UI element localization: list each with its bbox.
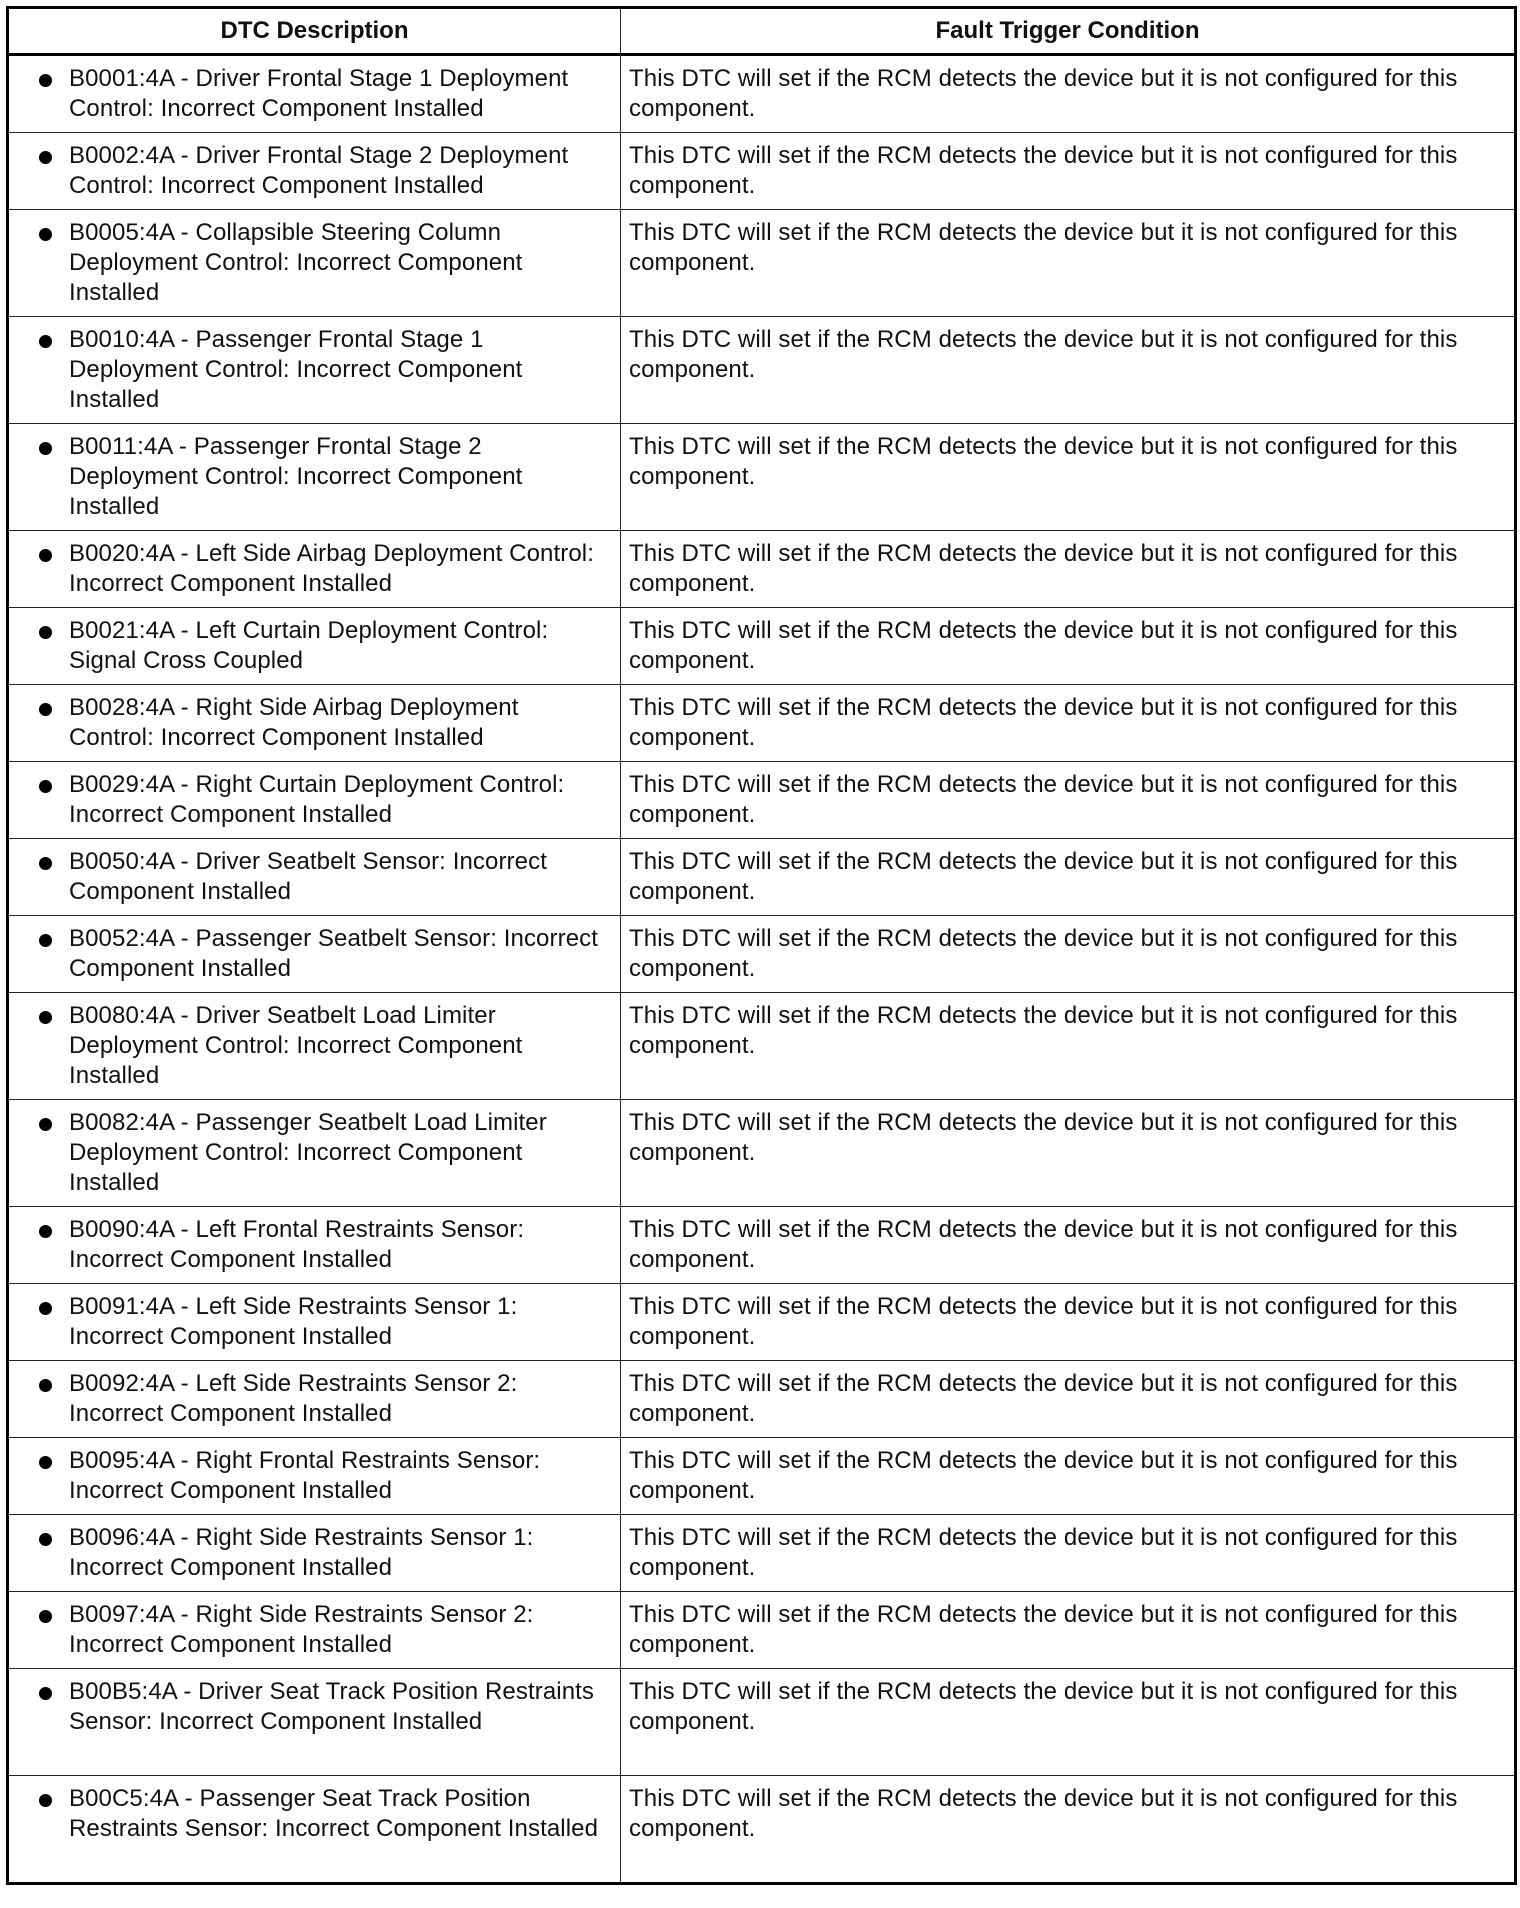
table-row [8, 839, 1516, 916]
bullet-icon [39, 1379, 52, 1392]
table-row [8, 1100, 1516, 1207]
dtc-description-cell [8, 531, 621, 608]
fault-trigger-condition-cell [621, 1592, 1516, 1669]
dtc-description-text: B0011:4A - Passenger Frontal Stage 2 Deployment Control: Incorrect Component Installed [69, 433, 523, 520]
header-dtc-description: DTC Description [8, 8, 621, 55]
bullet-icon [39, 1302, 52, 1315]
table-row [8, 1592, 1516, 1669]
bullet-icon [39, 1225, 52, 1238]
fault-trigger-condition-text: This DTC will set if the RCM detects the device but it is not configured for this component. [629, 1524, 1458, 1581]
bullet-icon [39, 1794, 52, 1807]
table-row [8, 317, 1516, 424]
dtc-description-cell [8, 1284, 621, 1361]
dtc-description-text: B0090:4A - Left Frontal Restraints Sensor: Incorrect Component Installed [69, 1216, 525, 1273]
dtc-description-text: B0092:4A - Left Side Restraints Sensor 2: Incorrect Component Installed [69, 1370, 518, 1427]
dtc-description-cell [8, 1438, 621, 1515]
fault-trigger-condition-cell [621, 1361, 1516, 1438]
bullet-icon [39, 74, 52, 87]
fault-trigger-condition-cell [621, 1776, 1516, 1884]
header-fault-trigger-condition: Fault Trigger Condition [621, 8, 1516, 55]
fault-trigger-condition-text: This DTC will set if the RCM detects the device but it is not configured for this component. [629, 433, 1458, 490]
bullet-icon [39, 857, 52, 870]
header-row [8, 8, 1516, 55]
dtc-description-text: B0091:4A - Left Side Restraints Sensor 1: Incorrect Component Installed [69, 1293, 518, 1350]
fault-trigger-condition-text: This DTC will set if the RCM detects the device but it is not configured for this component. [629, 617, 1458, 674]
table-row [8, 1207, 1516, 1284]
dtc-description-cell [8, 133, 621, 210]
bullet-icon [39, 703, 52, 716]
dtc-description-text: B0028:4A - Right Side Airbag Deployment Control: Incorrect Component Installed [69, 694, 519, 751]
table-row [8, 424, 1516, 531]
table-row [8, 1361, 1516, 1438]
fault-trigger-condition-text: This DTC will set if the RCM detects the device but it is not configured for this component. [629, 540, 1458, 597]
dtc-description-text: B0010:4A - Passenger Frontal Stage 1 Deployment Control: Incorrect Component Installed [69, 326, 523, 413]
table-row [8, 133, 1516, 210]
fault-trigger-condition-cell [621, 1438, 1516, 1515]
fault-trigger-condition-cell [621, 133, 1516, 210]
dtc-description-cell [8, 1669, 621, 1776]
table-row [8, 1669, 1516, 1776]
fault-trigger-condition-text: This DTC will set if the RCM detects the device but it is not configured for this component. [629, 1785, 1458, 1842]
bullet-icon [39, 1610, 52, 1623]
fault-trigger-condition-cell [621, 531, 1516, 608]
dtc-description-cell [8, 1361, 621, 1438]
table-row [8, 762, 1516, 839]
table-row [8, 608, 1516, 685]
dtc-description-text: B0029:4A - Right Curtain Deployment Control: Incorrect Component Installed [69, 771, 565, 828]
dtc-description-cell [8, 1592, 621, 1669]
fault-trigger-condition-cell [621, 993, 1516, 1100]
dtc-description-cell [8, 1100, 621, 1207]
dtc-description-cell [8, 1515, 621, 1592]
fault-trigger-condition-cell [621, 1284, 1516, 1361]
dtc-description-text: B00C5:4A - Passenger Seat Track Position Restraints Sensor: Incorrect Component Installed [69, 1785, 599, 1842]
bullet-icon [39, 626, 52, 639]
dtc-description-text: B0095:4A - Right Frontal Restraints Sensor: Incorrect Component Installed [69, 1447, 541, 1504]
fault-trigger-condition-text: This DTC will set if the RCM detects the device but it is not configured for this component. [629, 1447, 1458, 1504]
fault-trigger-condition-text: This DTC will set if the RCM detects the device but it is not configured for this component. [629, 1002, 1458, 1059]
dtc-description-text: B0082:4A - Passenger Seatbelt Load Limiter Deployment Control: Incorrect Component Installed [69, 1109, 547, 1196]
bullet-icon [39, 1011, 52, 1024]
fault-trigger-condition-text: This DTC will set if the RCM detects the device but it is not configured for this component. [629, 326, 1458, 383]
dtc-description-cell [8, 839, 621, 916]
fault-trigger-condition-text: This DTC will set if the RCM detects the device but it is not configured for this component. [629, 925, 1458, 982]
bullet-icon [39, 335, 52, 348]
dtc-description-cell [8, 424, 621, 531]
fault-trigger-condition-cell [621, 424, 1516, 531]
fault-trigger-condition-text: This DTC will set if the RCM detects the device but it is not configured for this component. [629, 1678, 1458, 1735]
bullet-icon [39, 151, 52, 164]
dtc-description-cell [8, 55, 621, 133]
dtc-description-cell [8, 685, 621, 762]
bullet-icon [39, 780, 52, 793]
fault-trigger-condition-text: This DTC will set if the RCM detects the device but it is not configured for this component. [629, 1601, 1458, 1658]
fault-trigger-condition-cell [621, 317, 1516, 424]
fault-trigger-condition-text: This DTC will set if the RCM detects the device but it is not configured for this component. [629, 771, 1458, 828]
fault-trigger-condition-cell [621, 762, 1516, 839]
dtc-description-cell [8, 916, 621, 993]
table-row [8, 210, 1516, 317]
dtc-description-text: B0096:4A - Right Side Restraints Sensor 1: Incorrect Component Installed [69, 1524, 534, 1581]
fault-trigger-condition-text: This DTC will set if the RCM detects the device but it is not configured for this component. [629, 1109, 1458, 1166]
fault-trigger-condition-text: This DTC will set if the RCM detects the device but it is not configured for this component. [629, 1370, 1458, 1427]
dtc-description-cell [8, 317, 621, 424]
dtc-description-text: B0080:4A - Driver Seatbelt Load Limiter Deployment Control: Incorrect Component Installed [69, 1002, 523, 1089]
fault-trigger-condition-cell [621, 1669, 1516, 1776]
bullet-icon [39, 442, 52, 455]
bullet-icon [39, 1456, 52, 1469]
fault-trigger-condition-text: This DTC will set if the RCM detects the device but it is not configured for this component. [629, 219, 1458, 276]
fault-trigger-condition-cell [621, 1100, 1516, 1207]
table-row [8, 916, 1516, 993]
fault-trigger-condition-text: This DTC will set if the RCM detects the device but it is not configured for this component. [629, 694, 1458, 751]
dtc-description-cell [8, 608, 621, 685]
fault-trigger-condition-text: This DTC will set if the RCM detects the device but it is not configured for this component. [629, 65, 1458, 122]
dtc-description-cell [8, 210, 621, 317]
table-row [8, 55, 1516, 133]
fault-trigger-condition-cell [621, 55, 1516, 133]
fault-trigger-condition-text: This DTC will set if the RCM detects the device but it is not configured for this component. [629, 1293, 1458, 1350]
dtc-description-text: B0020:4A - Left Side Airbag Deployment Control: Incorrect Component Installed [69, 540, 595, 597]
dtc-description-cell [8, 762, 621, 839]
table-row [8, 685, 1516, 762]
dtc-description-cell [8, 1207, 621, 1284]
dtc-description-text: B0097:4A - Right Side Restraints Sensor 2: Incorrect Component Installed [69, 1601, 534, 1658]
fault-trigger-condition-text: This DTC will set if the RCM detects the device but it is not configured for this component. [629, 1216, 1458, 1273]
dtc-table [6, 6, 1517, 1885]
table-row [8, 1438, 1516, 1515]
fault-trigger-condition-cell [621, 916, 1516, 993]
dtc-description-cell [8, 993, 621, 1100]
bullet-icon [39, 934, 52, 947]
dtc-description-text: B0052:4A - Passenger Seatbelt Sensor: Incorrect Component Installed [69, 925, 599, 982]
table-row [8, 1776, 1516, 1884]
fault-trigger-condition-cell [621, 608, 1516, 685]
bullet-icon [39, 228, 52, 241]
bullet-icon [39, 1687, 52, 1700]
fault-trigger-condition-text: This DTC will set if the RCM detects the device but it is not configured for this component. [629, 142, 1458, 199]
table-row [8, 531, 1516, 608]
fault-trigger-condition-cell [621, 210, 1516, 317]
bullet-icon [39, 1118, 52, 1131]
dtc-description-text: B00B5:4A - Driver Seat Track Position Restraints Sensor: Incorrect Component Installed [69, 1678, 595, 1735]
table-row [8, 993, 1516, 1100]
fault-trigger-condition-cell [621, 1515, 1516, 1592]
bullet-icon [39, 549, 52, 562]
dtc-description-text: B0005:4A - Collapsible Steering Column Deployment Control: Incorrect Component Installed [69, 219, 523, 306]
bullet-icon [39, 1533, 52, 1546]
fault-trigger-condition-cell [621, 839, 1516, 916]
table-row [8, 1515, 1516, 1592]
table-row [8, 1284, 1516, 1361]
dtc-description-cell [8, 1776, 621, 1884]
fault-trigger-condition-text: This DTC will set if the RCM detects the device but it is not configured for this component. [629, 848, 1458, 905]
dtc-description-text: B0001:4A - Driver Frontal Stage 1 Deployment Control: Incorrect Component Installed [69, 65, 569, 122]
dtc-description-text: B0002:4A - Driver Frontal Stage 2 Deployment Control: Incorrect Component Installed [69, 142, 569, 199]
dtc-description-text: B0021:4A - Left Curtain Deployment Control: Signal Cross Coupled [69, 617, 549, 674]
dtc-description-text: B0050:4A - Driver Seatbelt Sensor: Incorrect Component Installed [69, 848, 547, 905]
fault-trigger-condition-cell [621, 1207, 1516, 1284]
fault-trigger-condition-cell [621, 685, 1516, 762]
